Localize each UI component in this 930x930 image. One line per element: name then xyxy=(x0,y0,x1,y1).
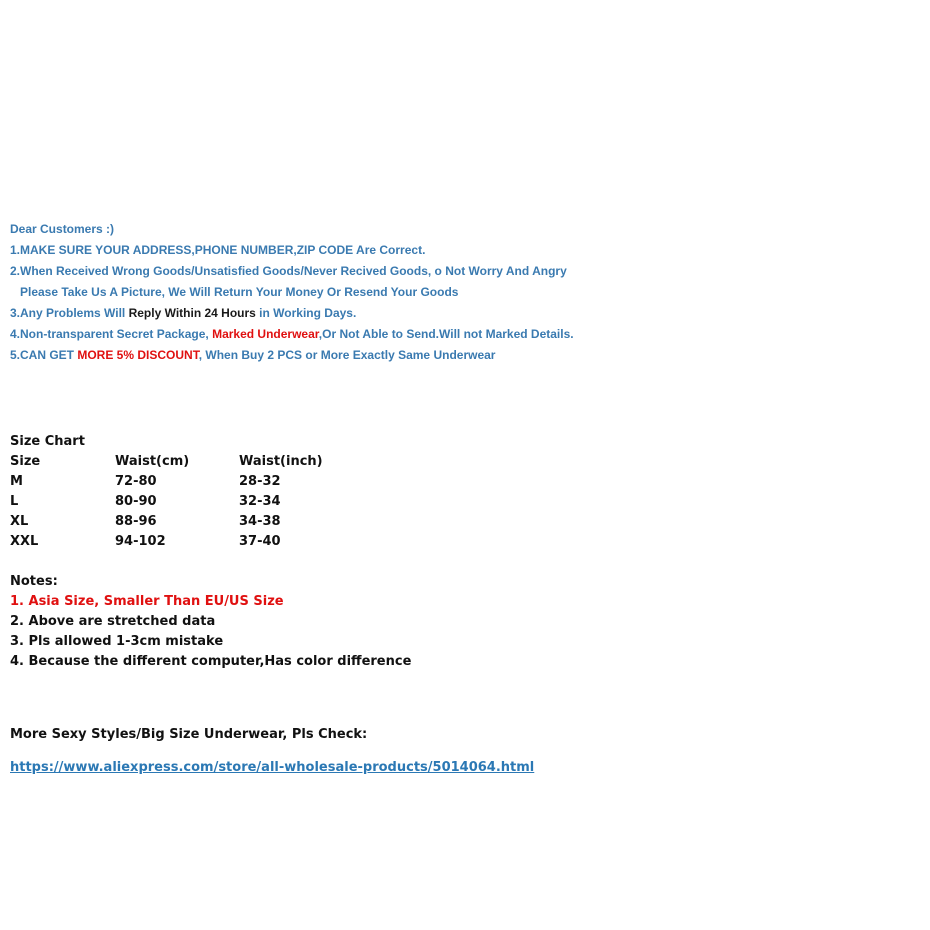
notice-greeting: Dear Customers :) xyxy=(10,222,115,236)
waist-cm-cell: 72-80 xyxy=(115,474,157,489)
table-row xyxy=(10,493,359,513)
notes-section xyxy=(10,573,411,673)
waist-cm-cell: 88-96 xyxy=(115,514,157,529)
notice-line-1: 1.MAKE SURE YOUR ADDRESS,PHONE NUMBER,ZIP CODE Are Correct. xyxy=(10,243,426,257)
waist-inch-cell: 34-38 xyxy=(239,514,281,529)
note-item-2: 2. Above are stretched data xyxy=(10,614,216,629)
waist-cm-cell: 94-102 xyxy=(115,534,166,549)
size-cell: M xyxy=(10,474,23,489)
notice-line-2-continued: Please Take Us A Picture, We Will Return Your Money Or Resend Your Goods xyxy=(20,285,459,299)
size-chart-title: Size Chart xyxy=(10,434,85,449)
table-row xyxy=(10,513,359,533)
waist-inch-cell: 28-32 xyxy=(239,474,281,489)
notice-line-5-end: , When Buy 2 PCS or More Exactly Same Underwear xyxy=(198,348,496,362)
size-chart xyxy=(10,433,359,553)
header-waist-cm: Waist(cm) xyxy=(115,454,190,469)
table-row xyxy=(10,533,359,553)
more-styles-text: More Sexy Styles/Big Size Underwear, Pls Check: xyxy=(10,727,368,742)
notice-line-5-highlight: MORE 5% DISCOUNT xyxy=(77,348,199,362)
header-size: Size xyxy=(10,454,41,469)
notice-line-5 xyxy=(10,347,574,368)
size-chart-header-row xyxy=(10,453,359,473)
waist-inch-cell: 32-34 xyxy=(239,494,281,509)
notice-line-4-highlight: Marked Underwear xyxy=(212,327,319,341)
note-item-3: 3. Pls allowed 1-3cm mistake xyxy=(10,634,224,649)
notice-line-5-start: 5.CAN GET xyxy=(10,348,78,362)
customer-notice xyxy=(10,221,574,368)
note-item-4: 4. Because the different computer,Has color difference xyxy=(10,654,412,669)
store-link[interactable]: https://www.aliexpress.com/store/all-wholesale-products/5014064.html xyxy=(10,760,535,775)
size-cell: XXL xyxy=(10,534,39,549)
notes-title: Notes: xyxy=(10,574,58,589)
size-cell: L xyxy=(10,494,19,509)
note-item-1: 1. Asia Size, Smaller Than EU/US Size xyxy=(10,594,284,609)
notice-line-2: 2.When Received Wrong Goods/Unsatisfied Goods/Never Recived Goods, o Not Worry And Angry xyxy=(10,264,567,278)
notice-line-3 xyxy=(10,305,574,326)
table-row xyxy=(10,473,359,493)
notice-line-3-end: in Working Days. xyxy=(255,306,357,320)
waist-cm-cell: 80-90 xyxy=(115,494,157,509)
notice-line-4 xyxy=(10,326,574,347)
size-cell: XL xyxy=(10,514,29,529)
notice-line-4-end: ,Or Not Able to Send.Will not Marked Details. xyxy=(318,327,574,341)
notice-line-4-start: 4.Non-transparent Secret Package, xyxy=(10,327,213,341)
notice-line-3-highlight: Reply Within 24 Hours xyxy=(128,306,256,320)
waist-inch-cell: 37-40 xyxy=(239,534,281,549)
header-waist-inch: Waist(inch) xyxy=(239,454,323,469)
notice-line-3-start: 3.Any Problems Will xyxy=(10,306,129,320)
